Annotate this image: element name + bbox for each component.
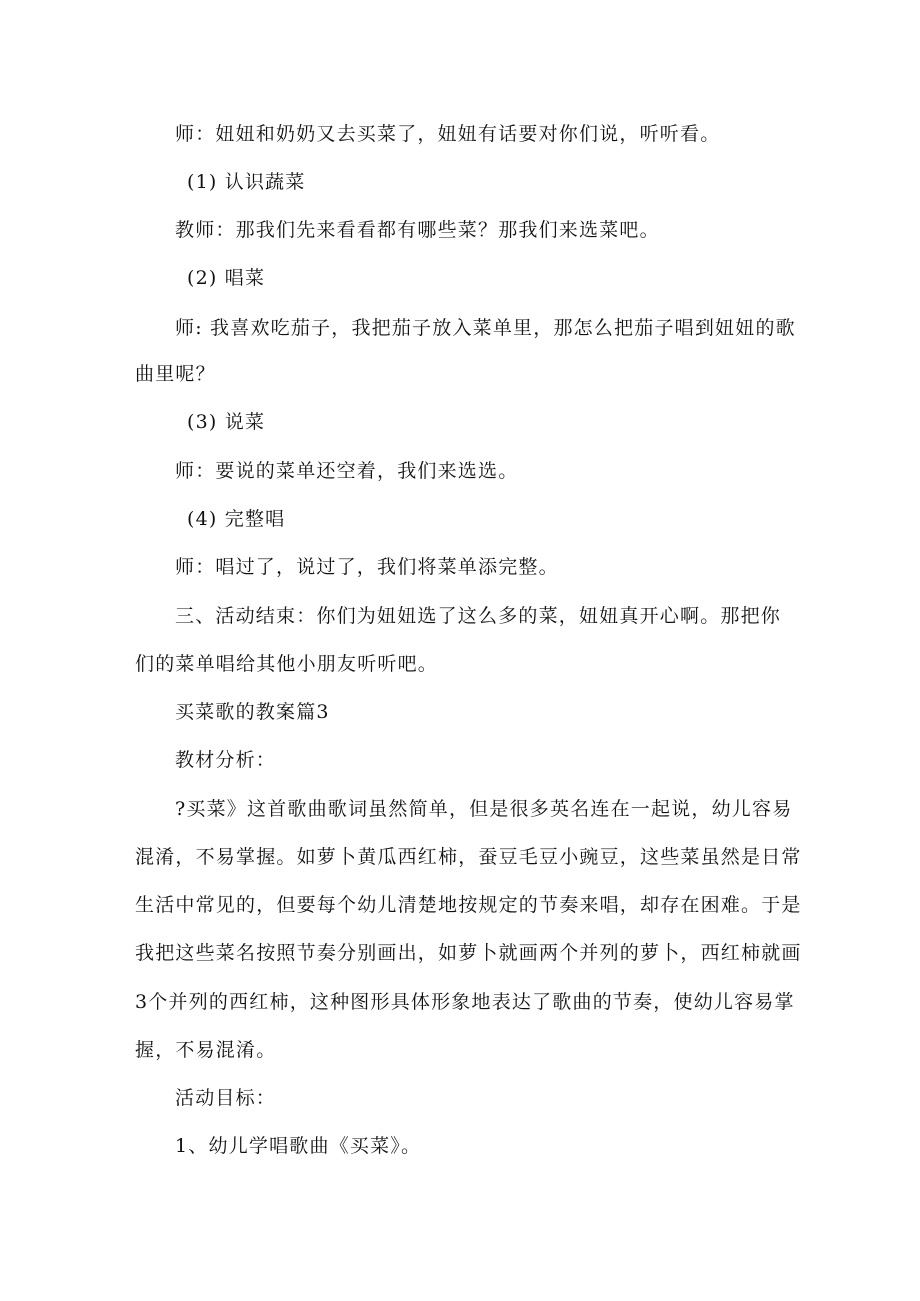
step-3-heading: (3) 说菜 [187,411,266,433]
paragraph-teacher-choose: 教师：那我们先来看看都有哪些菜？那我们来选菜吧。 [175,219,660,241]
activity-goal-1: 1、幼儿学唱歌曲《买菜》。 [175,1135,422,1157]
paragraph-activity-end-line-1: 三、活动结束：你们为妞妞选了这么多的菜，妞妞真开心啊。那把你 [175,605,782,627]
paragraph-menu-complete: 师：唱过了，说过了，我们将菜单添完整。 [175,556,559,578]
paragraph-eggplant-line-1: 师: 我喜欢吃茄子，我把茄子放入菜单里，那怎么把茄子唱到妞妞的歌 [175,317,796,339]
analysis-paragraph-line-6: 握，不易混淆。 [135,1039,277,1061]
analysis-paragraph-line-5: 3个并列的西红柿，这种图形具体形象地表达了歌曲的节奏，使幼儿容易掌 [135,991,795,1013]
analysis-paragraph-line-1: ?买菜》这首歌曲歌词虽然简单，但是很多英名连在一起说，幼儿容易 [175,798,793,820]
paragraph-menu-empty: 师：要说的菜单还空着，我们来选选。 [175,460,519,482]
material-analysis-heading: 教材分析： [175,749,277,771]
section-title-lesson-3: 买菜歌的教案篇3 [175,701,330,723]
analysis-paragraph-line-3: 生活中常见的，但要每个幼儿清楚地按规定的节奏来唱，却存在困难。于是 [135,894,802,916]
analysis-paragraph-line-2: 混淆，不易掌握。如萝卜黄瓜西红柿，蚕豆毛豆小豌豆，这些菜虽然是日常 [135,846,802,868]
analysis-paragraph-line-4: 我把这些菜名按照节奏分别画出，如萝卜就画两个并列的萝卜，西红柿就画 [135,942,802,964]
paragraph-activity-end-line-2: 们的菜单唱给其他小朋友听听吧。 [135,653,439,675]
paragraph-eggplant-line-2: 曲里呢？ [135,363,216,385]
paragraph-teacher-intro: 师：妞妞和奶奶又去买菜了，妞妞有话要对你们说，听听看。 [175,123,721,145]
step-2-heading: (2) 唱菜 [187,267,266,289]
step-1-heading: (1) 认识蔬菜 [187,171,306,193]
activity-goals-heading: 活动目标： [175,1087,277,1109]
step-4-heading: (4) 完整唱 [187,508,286,530]
